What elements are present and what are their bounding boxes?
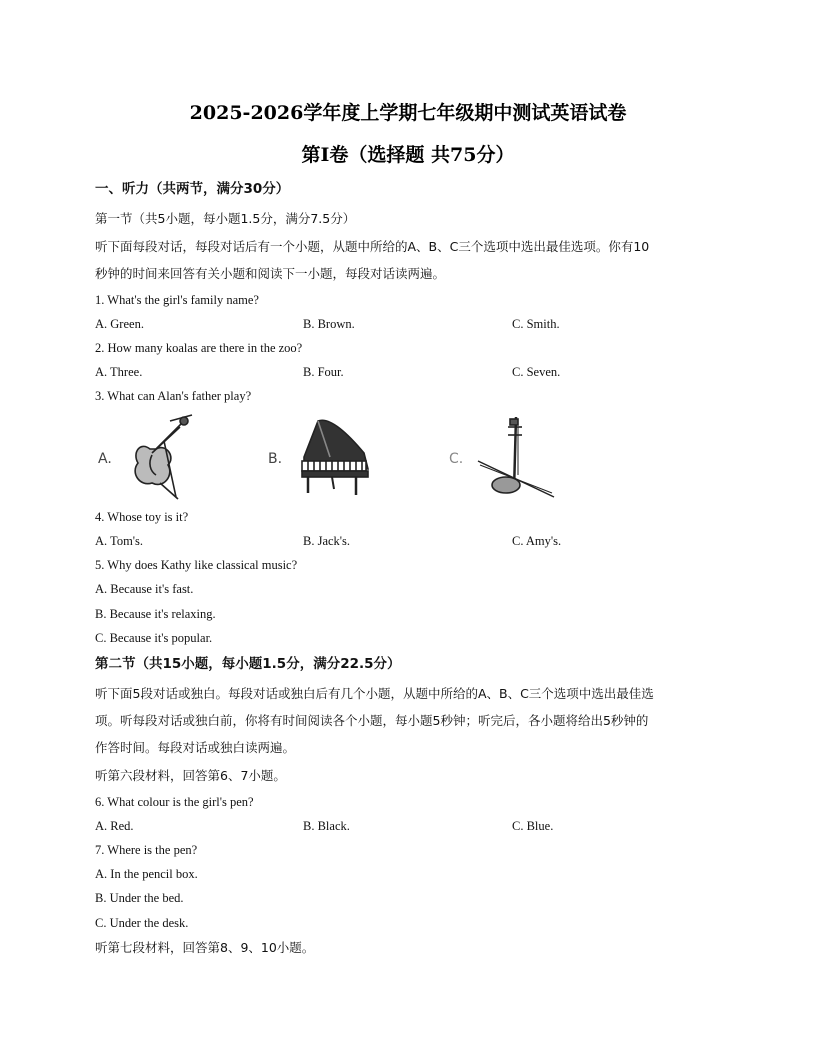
part2-instruction-line: 听下面5段对话或独白。每段对话或独白后有几个小题，从题中所给的A、B、C三个选项中选出最佳选 bbox=[95, 686, 654, 701]
option-b: B. Brown. bbox=[303, 317, 355, 331]
question-2: 2. How many koalas are there in the zoo? bbox=[95, 341, 303, 355]
part1-heading: 第一节（共5小题，每小题1.5分，满分7.5分） bbox=[95, 211, 356, 226]
part1-instruction-line: 听下面每段对话，每段对话后有一个小题，从题中所给的A、B、C三个选项中选出最佳选项。你有10 bbox=[95, 239, 650, 254]
option-c: C. Amy's. bbox=[512, 534, 562, 548]
part2-instruction-line: 项。听每段对话或独白前，你将有时间阅读各个小题，每小题5秒钟；听完后，各小题将给出5秒钟的 bbox=[95, 713, 649, 728]
erhu-icon bbox=[474, 413, 558, 501]
part2-instruction-line: 作答时间。每段对话或独白读两遍。 bbox=[95, 740, 296, 755]
option-c: C. Smith. bbox=[512, 317, 560, 331]
option-c: C. bbox=[449, 451, 464, 467]
piano-icon bbox=[294, 413, 374, 499]
option-a: A. Because it's fast. bbox=[95, 582, 194, 596]
exam-subtitle: 第I卷（选择题 共75分） bbox=[301, 144, 515, 166]
question-3: 3. What can Alan's father play? bbox=[95, 389, 252, 403]
material-7-prompt: 听第七段材料，回答第8、9、10小题。 bbox=[95, 940, 315, 955]
option-b: B. Jack's. bbox=[303, 534, 351, 548]
option-c: C. Blue. bbox=[512, 819, 554, 833]
option-b: B. Black. bbox=[303, 819, 350, 833]
section-heading: 一、听力（共两节，满分30分） bbox=[95, 181, 290, 197]
question-4: 4. Whose toy is it? bbox=[95, 510, 189, 524]
option-a: A. In the pencil box. bbox=[95, 867, 198, 881]
question-1: 1. What's the girl's family name? bbox=[95, 293, 259, 307]
option-b: B. Because it's relaxing. bbox=[95, 607, 216, 621]
question-7: 7. Where is the pen? bbox=[95, 843, 198, 857]
option-a: A. Green. bbox=[95, 317, 144, 331]
exam-title: 2025-2026学年度上学期七年级期中测试英语试卷 bbox=[189, 102, 627, 124]
option-b: B. Under the bed. bbox=[95, 891, 184, 905]
option-c: C. Seven. bbox=[512, 365, 561, 379]
material-6-prompt: 听第六段材料，回答第6、7小题。 bbox=[95, 768, 286, 783]
option-b: B. bbox=[268, 451, 283, 467]
part1-instruction-line: 秒钟的时间来回答有关小题和阅读下一小题，每段对话读两遍。 bbox=[95, 266, 446, 281]
part2-heading: 第二节（共15小题，每小题1.5分，满分22.5分） bbox=[95, 656, 401, 672]
question-5: 5. Why does Kathy like classical music? bbox=[95, 558, 298, 572]
option-a: A. Three. bbox=[95, 365, 143, 379]
option-c: C. Under the desk. bbox=[95, 916, 189, 930]
question-6: 6. What colour is the girl's pen? bbox=[95, 795, 254, 809]
option-a: A. bbox=[98, 451, 112, 467]
option-a: A. Red. bbox=[95, 819, 134, 833]
violin-icon bbox=[120, 413, 200, 501]
option-a: A. Tom's. bbox=[95, 534, 144, 548]
option-b: B. Four. bbox=[303, 365, 344, 379]
option-c: C. Because it's popular. bbox=[95, 631, 213, 645]
